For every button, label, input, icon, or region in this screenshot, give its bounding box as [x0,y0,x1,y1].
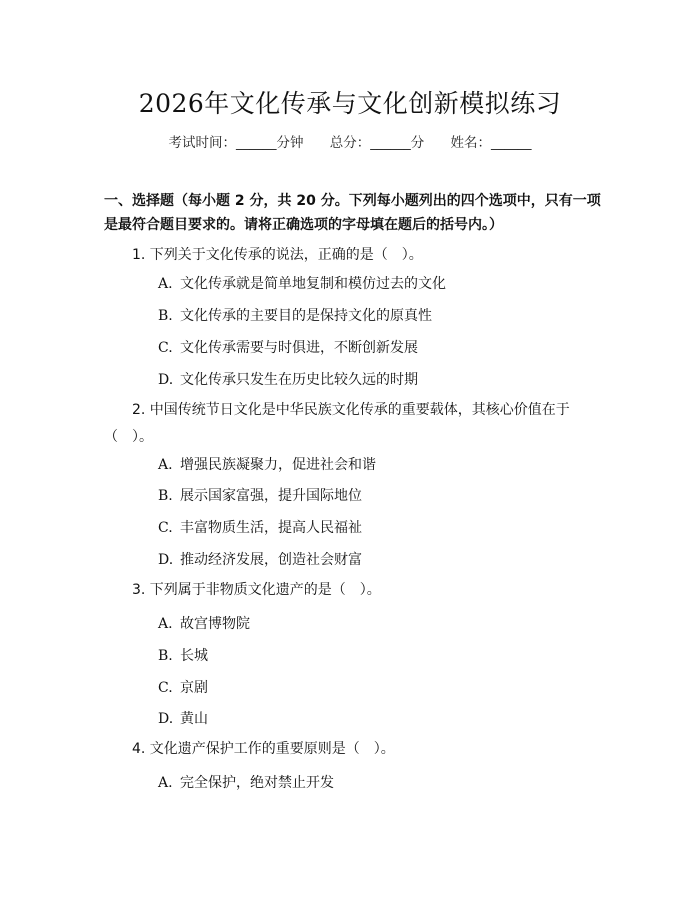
question-stem: 4. 文化遗产保护工作的重要原则是（ ）。 [132,741,395,757]
option-item [158,486,598,506]
page-title: 2026年文化传承与文化创新模拟练习 [138,89,562,118]
option-letter: A. [158,457,173,473]
exam-info-line [0,131,700,151]
question-stem: 3. 下列属于非物质文化遗产的是（ ）。 [132,582,381,598]
option-text: 文化传承只发生在历史比较久远的时期 [180,372,418,388]
option-text: 推动经济发展，创造社会财富 [180,552,362,568]
option-letter: D. [158,552,174,568]
option-item [158,455,598,475]
option-text: 文化传承的主要目的是保持文化的原真性 [180,308,432,324]
option-item [158,773,598,793]
option-letter: B. [158,308,173,324]
option-text: 黄山 [180,711,208,727]
option-item [158,274,598,294]
option-text: 故宫博物院 [180,616,250,632]
section-heading: 一、选择题（每小题 2 分，共 20 分。下列每小题列出的四个选项中，只有一项是最符合题目要求的。请将正确选项的字母填在题后的括号内。） [104,193,601,233]
exam-time-field: 考试时间：______分钟 [168,135,304,151]
option-item [158,678,598,698]
student-name-field: 姓名：______ [450,135,532,151]
option-item [158,306,598,326]
option-item [158,646,598,666]
option-text: 京剧 [180,680,208,696]
option-item [158,518,598,538]
option-item [158,338,598,358]
option-text: 文化传承需要与时俱进，不断创新发展 [180,340,418,356]
option-letter: A. [158,616,173,632]
option-letter: B. [158,648,173,664]
option-text: 增强民族凝聚力，促进社会和谐 [180,457,376,473]
option-letter: D. [158,372,174,388]
question-stem: 2. 中国传统节日文化是中华民族文化传承的重要载体，其核心价值在于（ ）。 [104,402,570,445]
option-item [158,614,598,634]
option-item [158,550,598,570]
option-text: 展示国家富强，提升国际地位 [180,488,362,504]
total-score-field: 总分：______分 [329,135,425,151]
option-item [158,709,598,729]
option-letter: A. [158,276,173,292]
option-letter: C. [158,520,173,536]
option-letter: D. [158,711,174,727]
question-stem: 1. 下列关于文化传承的说法，正确的是（ ）。 [132,247,423,263]
option-text: 完全保护，绝对禁止开发 [180,775,334,791]
option-text: 长城 [180,648,208,664]
option-item [158,370,598,390]
option-text: 文化传承就是简单地复制和模仿过去的文化 [180,276,446,292]
option-letter: A. [158,775,173,791]
option-text: 丰富物质生活，提高人民福祉 [180,520,362,536]
option-letter: C. [158,340,173,356]
option-letter: B. [158,488,173,504]
option-letter: C. [158,680,173,696]
